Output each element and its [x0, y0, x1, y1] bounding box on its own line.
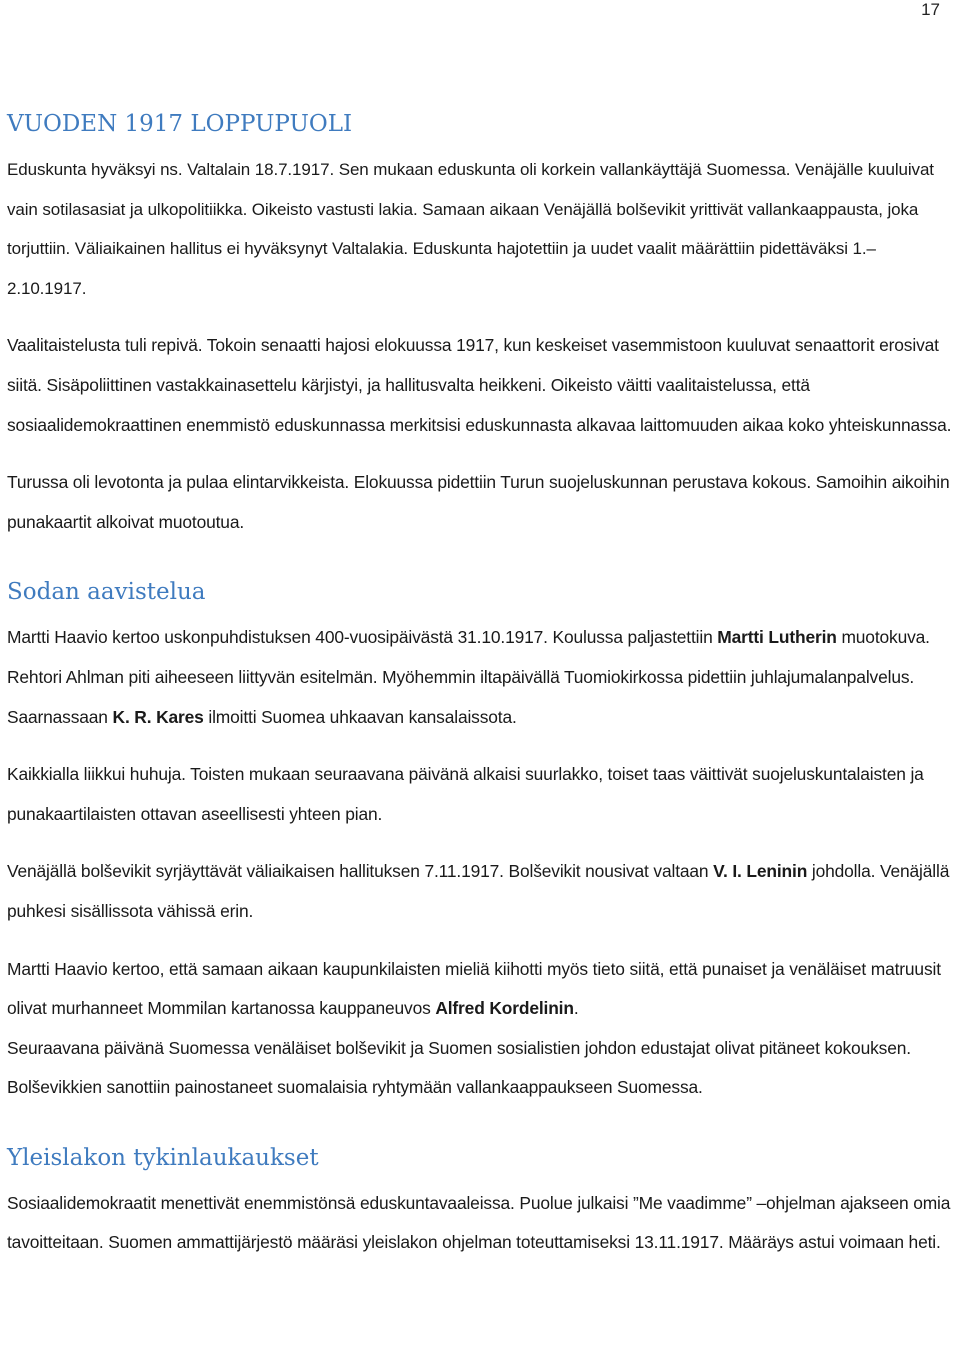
paragraph-kokous: Seuraavana päivänä Suomessa venäläiset bolševikit ja Suomen sosialistien johdon edustajat olivat pitäneet kokouksen. Bolševikkien sanottiin painostaneet suomalaisia ryhtymään vallankaappaukseen Suomessa.	[7, 1037, 911, 1098]
section-heading-sodan-aavistelua: Sodan aavistelua	[7, 579, 206, 606]
text-span: Martti Haavio kertoo, että samaan aikaan kaupunkilaisten mieliä kiihotti myös tieto siitä, että punaiset ja venäläiset matruusit olivat murhanneet Mommilan kartanossa kauppaneuvos	[7, 958, 941, 1019]
paragraph-bolsevikit	[7, 852, 952, 931]
bold-name-kares: K. R. Kares	[112, 706, 204, 727]
paragraph-uskonpuhdistus	[7, 618, 952, 737]
text-span: .	[573, 998, 579, 1019]
text-span: ilmoitti Suomea uhkaavan kansalaissota.	[203, 706, 517, 727]
text-span: muotokuva. Rehtori Ahlman piti aiheeseen liittyvän esitelmän. Myöhemmin iltapäivällä Tuomiokirkossa pidettiin juhlajumalanpalvelus. Saarnassaan	[7, 627, 930, 727]
text-span: johdolla. Venäjällä puhkesi sisällissota vähissä erin.	[7, 861, 950, 921]
paragraph-valtalaki: Eduskunta hyväksyi ns. Valtalain 18.7.1917. Sen mukaan eduskunta oli korkein vallankäyttäjä Suomessa. Venäjälle kuuluivat vain sotilasasiat ja ulkopolitiikka. Oikeisto vastusti lakia. Samaan aikaan Venäjällä bolševikit yrittivät vallankaappausta, joka torjuttiin. Väliaikainen hallitus ei hyväksynyt Valtalakia. Eduskunta hajotettiin ja uudet vaalit määrättiin pidettäväksi 1.–2.10.1917.	[7, 160, 934, 298]
section-heading-vuoden-1917: VUODEN 1917 LOPPUPUOLI	[7, 111, 353, 137]
paragraph-vaalitaistelu: Vaalitaistelusta tuli repivä. Tokoin senaatti hajosi elokuussa 1917, kun keskeiset vasemmistoon kuuluvat senaattorit erosivat siitä. Sisäpoliittinen vastakkainasettelu kärjistyi, ja hallitusvalta heikkeni. Oikeisto väitti vaalitaistelussa, että sosiaalidemokraattinen enemmistö eduskunnassa merkitsisi eduskunnasta alkavaa laittomuuden aikaa koko yhteiskunnassa.	[7, 335, 952, 435]
page-number: 17	[921, 0, 940, 19]
paragraph-huhuja: Kaikkialla liikkui huhuja. Toisten mukaan seuraavana päivänä alkaisi suurlakko, toiset taas väittivät suojeluskuntalaisten ja punakaartilaisten ottavan aseellisesti yhteen pian.	[7, 764, 924, 824]
bold-name-luther: Martti Lutherin	[717, 627, 837, 648]
paragraph-yleislakko: Sosiaalidemokraatit menettivät enemmistönsä eduskuntavaaleissa. Puolue julkaisi ”Me vaadimme” –ohjelman ajakseen omia tavoitteitaan. Suomen ammattijärjestö määräsi yleislakon ohjelman toteuttamiseksi 13.11.1917. Määräys astui voimaan heti.	[7, 1192, 951, 1253]
section-heading-yleislakko: Yleislakon tykinlaukaukset	[7, 1144, 319, 1171]
bold-name-lenin: V. I. Leninin	[713, 861, 808, 882]
document-body	[7, 106, 952, 1263]
paragraph-kordelin	[7, 950, 952, 1029]
text-span: Martti Haavio kertoo uskonpuhdistuksen 400-vuosipäivästä 31.10.1917. Koulussa paljastettiin	[7, 627, 718, 648]
paragraph-turku: Turussa oli levotonta ja pulaa elintarvikkeista. Elokuussa pidettiin Turun suojeluskunnan perustava kokous. Samoihin aikoihin punakaartit alkoivat muotoutua.	[7, 472, 950, 532]
bold-name-kordelin: Alfred Kordelinin	[435, 998, 574, 1019]
text-span: Venäjällä bolševikit syrjäyttävät väliaikaisen hallituksen 7.11.1917. Bolševikit nousivat valtaan	[7, 861, 714, 882]
